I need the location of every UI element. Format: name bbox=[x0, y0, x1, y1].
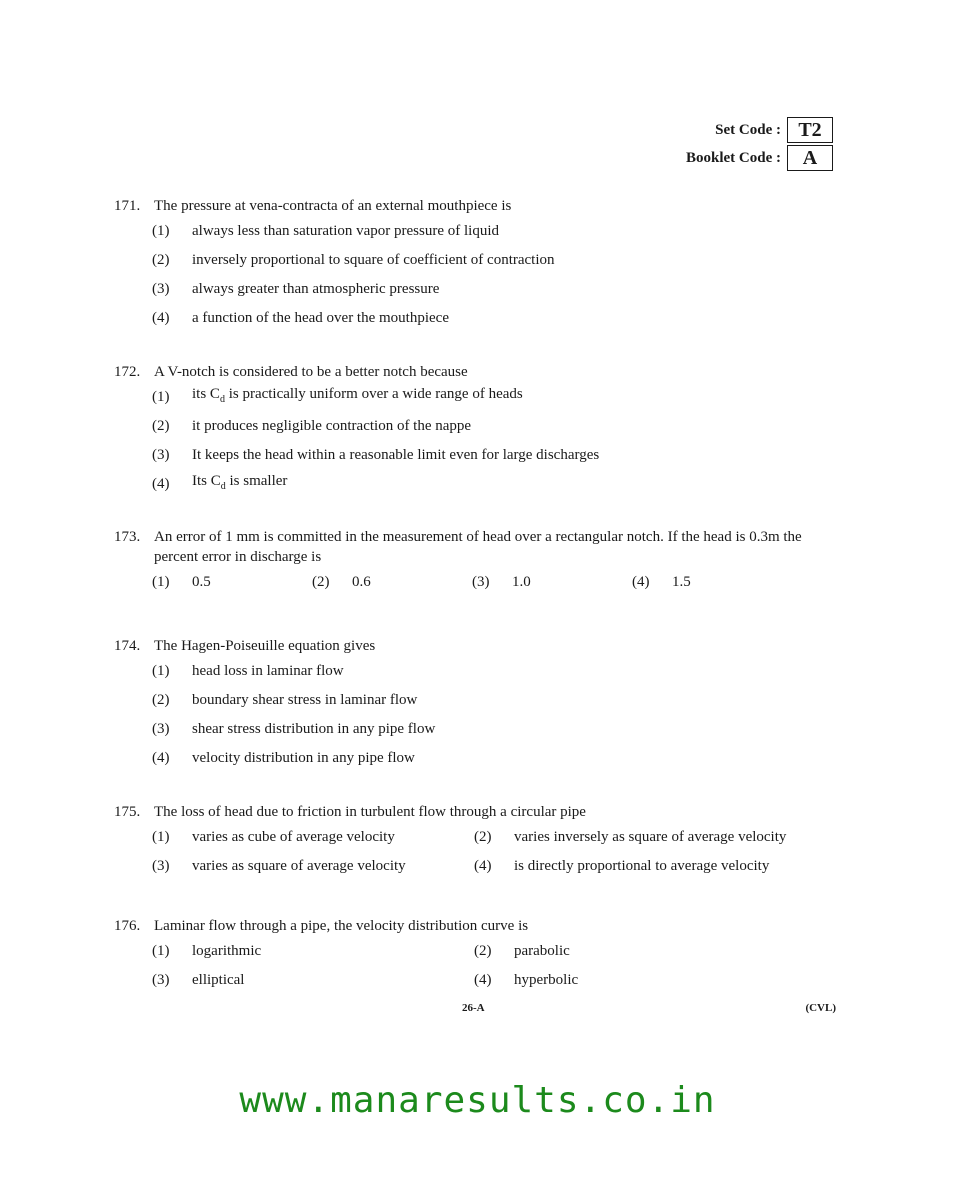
option bbox=[152, 303, 844, 332]
option bbox=[152, 274, 844, 303]
option-number: (2) bbox=[152, 251, 170, 268]
option-number: (3) bbox=[152, 971, 170, 988]
option bbox=[474, 936, 844, 965]
option-text: elliptical bbox=[192, 971, 245, 988]
option-text: shear stress distribution in any pipe flow bbox=[192, 720, 436, 737]
options-list bbox=[152, 382, 844, 498]
option bbox=[152, 411, 844, 440]
option-number: (4) bbox=[632, 574, 650, 590]
question-stem bbox=[114, 802, 844, 822]
option-text: inversely proportional to square of coefficient of contraction bbox=[192, 251, 555, 268]
option-number: (1) bbox=[152, 388, 170, 405]
option bbox=[312, 567, 472, 597]
option bbox=[152, 216, 844, 245]
option-text: hyperbolic bbox=[514, 971, 579, 988]
question-number: 175. bbox=[114, 804, 141, 820]
question-stem bbox=[114, 196, 844, 216]
option-text: a function of the head over the mouthpiece bbox=[192, 309, 449, 326]
option-number: (2) bbox=[152, 691, 170, 708]
option bbox=[152, 685, 844, 714]
options-list bbox=[152, 656, 844, 772]
option-number: (1) bbox=[152, 662, 170, 679]
option-text: it produces negligible contraction of the nappe bbox=[192, 417, 472, 434]
option-number: (4) bbox=[152, 475, 170, 492]
options-list bbox=[152, 936, 844, 994]
question-171 bbox=[114, 196, 844, 332]
option-number: (2) bbox=[474, 828, 492, 845]
question-175 bbox=[114, 802, 844, 880]
question-174 bbox=[114, 636, 844, 772]
option-number: (3) bbox=[152, 280, 170, 297]
set-code-label: Set Code : bbox=[715, 121, 781, 138]
question-stem bbox=[114, 362, 844, 382]
question-number: 176. bbox=[114, 918, 141, 934]
option bbox=[474, 965, 844, 994]
question-text: The loss of head due to friction in turbulent flow through a circular pipe bbox=[154, 804, 586, 820]
option-text: 0.6 bbox=[352, 574, 371, 590]
option-number: (4) bbox=[474, 971, 492, 988]
option-text: logarithmic bbox=[192, 942, 262, 959]
option-number: (2) bbox=[152, 417, 170, 434]
option-text: varies as square of average velocity bbox=[192, 857, 406, 874]
option bbox=[152, 656, 844, 685]
options-list bbox=[152, 567, 844, 597]
option-text: always greater than atmospheric pressure bbox=[192, 280, 440, 297]
website-watermark: www.manaresults.co.in bbox=[239, 1080, 716, 1121]
option bbox=[152, 469, 844, 498]
option bbox=[152, 936, 474, 965]
option-number: (3) bbox=[152, 857, 170, 874]
option-number: (1) bbox=[152, 942, 170, 959]
booklet-code-label: Booklet Code : bbox=[686, 149, 781, 166]
subject-code: (CVL) bbox=[805, 1002, 836, 1014]
question-number: 174. bbox=[114, 638, 141, 654]
question-173 bbox=[114, 527, 844, 597]
set-code-box: T2 bbox=[787, 117, 833, 143]
option-text: parabolic bbox=[514, 942, 570, 959]
option bbox=[152, 382, 844, 411]
option bbox=[152, 965, 474, 994]
exam-codes bbox=[686, 116, 833, 172]
option-text: varies inversely as square of average velocity bbox=[514, 828, 787, 845]
option-number: (2) bbox=[312, 574, 330, 590]
question-text: An error of 1 mm is committed in the measurement of head over a rectangular notch. If the head is 0.3m the percent error in discharge is bbox=[154, 529, 802, 565]
question-number: 172. bbox=[114, 364, 141, 380]
option bbox=[152, 245, 844, 274]
option bbox=[152, 714, 844, 743]
option bbox=[152, 743, 844, 772]
option bbox=[472, 567, 632, 597]
option-text: its $C_d$ is practically uniform over a wide range of heads bbox=[192, 385, 523, 405]
option-number: (1) bbox=[152, 574, 170, 590]
question-stem bbox=[114, 527, 844, 567]
option bbox=[152, 567, 312, 597]
question-text: The Hagen-Poiseuille equation gives bbox=[154, 638, 376, 654]
option-text: 1.5 bbox=[672, 574, 691, 590]
option-number: (1) bbox=[152, 222, 170, 239]
option-number: (2) bbox=[474, 942, 492, 959]
option-number: (3) bbox=[152, 720, 170, 737]
option bbox=[152, 822, 474, 851]
booklet-code-row bbox=[686, 144, 833, 172]
question-number: 171. bbox=[114, 198, 141, 214]
option bbox=[632, 567, 844, 597]
option-text: velocity distribution in any pipe flow bbox=[192, 749, 415, 766]
option bbox=[152, 440, 844, 469]
option-text: boundary shear stress in laminar flow bbox=[192, 691, 418, 708]
options-list bbox=[152, 216, 844, 332]
option bbox=[474, 822, 844, 851]
page-number: 26-A bbox=[462, 1002, 485, 1014]
option-number: (3) bbox=[152, 446, 170, 463]
question-stem bbox=[114, 636, 844, 656]
question-text: Laminar flow through a pipe, the velocity distribution curve is bbox=[154, 918, 529, 934]
question-stem bbox=[114, 916, 844, 936]
option-text: 0.5 bbox=[192, 574, 211, 590]
question-number: 173. bbox=[114, 529, 141, 545]
option-text: is directly proportional to average velocity bbox=[514, 857, 770, 874]
question-text: A V-notch is considered to be a better notch because bbox=[154, 364, 468, 380]
option-text: head loss in laminar flow bbox=[192, 662, 344, 679]
booklet-code-box: A bbox=[787, 145, 833, 171]
option-text: varies as cube of average velocity bbox=[192, 828, 395, 845]
option-text: Its $C_d$ is smaller bbox=[192, 472, 288, 492]
question-176 bbox=[114, 916, 844, 994]
option-number: (4) bbox=[152, 309, 170, 326]
option-text: always less than saturation vapor pressure of liquid bbox=[192, 222, 500, 239]
option-number: (1) bbox=[152, 828, 170, 845]
option-number: (3) bbox=[472, 574, 490, 590]
option-number: (4) bbox=[152, 749, 170, 766]
option-text: It keeps the head within a reasonable limit even for large discharges bbox=[192, 446, 600, 463]
option bbox=[152, 851, 474, 880]
option-number: (4) bbox=[474, 857, 492, 874]
question-172 bbox=[114, 362, 844, 498]
options-list bbox=[152, 822, 844, 880]
set-code-row bbox=[686, 116, 833, 144]
question-text: The pressure at vena-contracta of an external mouthpiece is bbox=[154, 198, 512, 214]
option-text: 1.0 bbox=[512, 574, 531, 590]
option bbox=[474, 851, 844, 880]
